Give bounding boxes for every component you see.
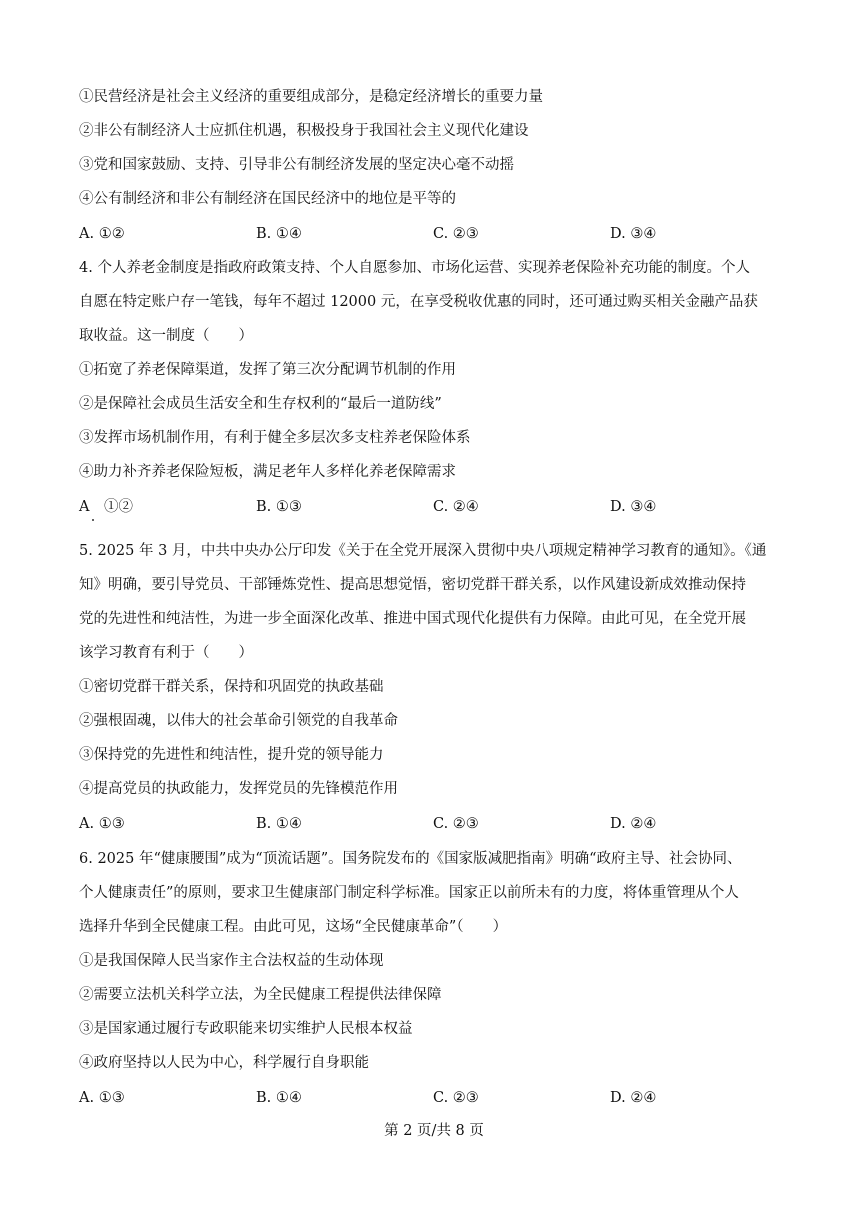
q4-statement-3: ③发挥市场机制作用，有利于健全多层次多支柱养老保险体系 bbox=[79, 430, 471, 446]
prev-option-a: A. ①② bbox=[79, 226, 125, 242]
q4-statement-1: ①拓宽了养老保障渠道，发挥了第三次分配调节机制的作用 bbox=[79, 362, 456, 378]
q4-option-d: D. ③④ bbox=[610, 499, 657, 515]
prev-option-d: D. ③④ bbox=[610, 226, 657, 242]
prev-statement-4: ④公有制经济和非公有制经济在国民经济中的地位是平等的 bbox=[79, 191, 456, 207]
q4-options-row bbox=[79, 497, 799, 517]
q4-option-a: A ①② bbox=[79, 499, 133, 515]
q4-option-c: C. ②④ bbox=[433, 499, 479, 515]
prev-statement-2: ②非公有制经济人士应抓住机遇，积极投身于我国社会主义现代化建设 bbox=[79, 123, 529, 139]
q5-option-c: C. ②③ bbox=[433, 816, 479, 832]
q5-statement-2: ②强根固魂，以伟大的社会革命引领党的自我革命 bbox=[79, 713, 398, 729]
prev-options-row bbox=[79, 224, 799, 244]
q5-stem-line-4: 该学习教育有利于（ ） bbox=[79, 645, 253, 661]
prev-statement-3: ③党和国家鼓励、支持、引导非公有制经济发展的坚定决心毫不动摇 bbox=[79, 157, 514, 173]
q6-option-a: A. ①③ bbox=[79, 1090, 125, 1106]
q6-stem-line-1: 6. 2025 年“健康腰围”成为“顶流话题”。国务院发布的《国家版减肥指南》明确“政府主导、社会协同、 bbox=[79, 851, 742, 867]
q4-stem-line-3: 取收益。这一制度（ ） bbox=[79, 328, 253, 344]
q5-stem-line-3: 党的先进性和纯洁性，为进一步全面深化改革、推进中国式现代化提供有力保障。由此可见，在全党开展 bbox=[79, 611, 746, 627]
q5-option-a: A. ①③ bbox=[79, 816, 125, 832]
prev-option-b: B. ①④ bbox=[256, 226, 302, 242]
q5-statement-3: ③保持党的先进性和纯洁性，提升党的领导能力 bbox=[79, 747, 384, 763]
q6-statement-1: ①是我国保障人民当家作主合法权益的生动体现 bbox=[79, 953, 384, 969]
q6-options-row bbox=[79, 1088, 799, 1108]
q6-statement-3: ③是国家通过履行专政职能来切实维护人民根本权益 bbox=[79, 1021, 413, 1037]
q5-stem-line-2: 知》明确，要引导党员、干部锤炼党性、提高思想觉悟，密切党群干群关系，以作风建设新成效推动保持 bbox=[79, 577, 746, 593]
q6-stem-line-2: 个人健康责任”的原则，要求卫生健康部门制定科学标准。国家正以前所未有的力度，将体重管理从个人 bbox=[79, 885, 739, 901]
prev-option-c: C. ②③ bbox=[433, 226, 479, 242]
q6-statement-2: ②需要立法机关科学立法，为全民健康工程提供法律保障 bbox=[79, 987, 442, 1003]
q5-option-b: B. ①④ bbox=[256, 816, 302, 832]
q4-statement-2: ②是保障社会成员生活安全和生存权利的“最后一道防线” bbox=[79, 396, 442, 412]
prev-statement-1: ①民营经济是社会主义经济的重要组成部分，是稳定经济增长的重要力量 bbox=[79, 89, 543, 105]
q6-option-c: C. ②③ bbox=[433, 1090, 479, 1106]
q5-options-row bbox=[79, 814, 799, 834]
q5-stem-line-1: 5. 2025 年 3 月，中共中央办公厅印发《关于在全党开展深入贯彻中央八项规定精神学习教育的通知》。《通 bbox=[79, 543, 767, 559]
q5-option-d: D. ②④ bbox=[610, 816, 657, 832]
q6-option-b: B. ①④ bbox=[256, 1090, 302, 1106]
q4-statement-4: ④助力补齐养老保险短板，满足老年人多样化养老保障需求 bbox=[79, 464, 456, 480]
q4-option-b: B. ①③ bbox=[256, 499, 302, 515]
q6-option-d: D. ②④ bbox=[610, 1090, 657, 1106]
page-footer: 第 2 页/共 8 页 bbox=[384, 1123, 484, 1139]
scan-speck bbox=[92, 519, 94, 521]
q6-statement-4: ④政府坚持以人民为中心，科学履行自身职能 bbox=[79, 1055, 369, 1071]
q5-statement-1: ①密切党群干群关系，保持和巩固党的执政基础 bbox=[79, 679, 384, 695]
q4-stem-line-2: 自愿在特定账户存一笔钱，每年不超过 12000 元，在享受税收优惠的同时，还可通过购买相关金融产品获 bbox=[79, 294, 758, 310]
q5-statement-4: ④提高党员的执政能力，发挥党员的先锋模范作用 bbox=[79, 781, 398, 797]
q6-stem-line-3: 选择升华到全民健康工程。由此可见，这场“全民健康革命”（ ） bbox=[79, 919, 508, 935]
q4-stem-line-1: 4. 个人养老金制度是指政府政策支持、个人自愿参加、市场化运营、实现养老保险补充功能的制度。个人 bbox=[79, 260, 750, 276]
